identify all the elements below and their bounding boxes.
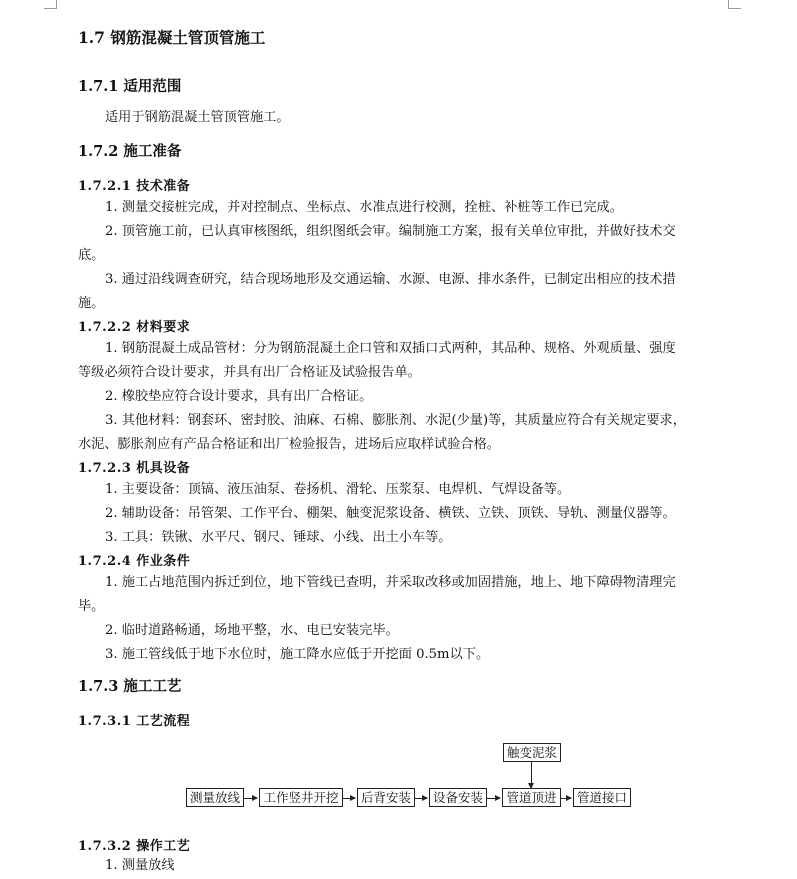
paragraph-scope: 适用于钢筋混凝土管顶管施工。: [105, 110, 290, 125]
list-item-continuation: 毕。: [78, 599, 105, 614]
list-item: 3. 工具：铁锹、水平尺、钢尺、锤球、小线、出土小车等。: [105, 530, 452, 545]
flow-arrow: [415, 798, 427, 799]
flow-box-step-1: 测量放线: [186, 788, 244, 807]
heading-1-7-2-2: 1.7.2.2 材料要求: [78, 320, 191, 335]
flow-arrow-down: [531, 762, 532, 788]
flow-box-thixotropic-mud: 触变泥浆: [503, 743, 561, 762]
flow-box-step-2: 工作竖井开挖: [259, 788, 343, 807]
heading-1-7-3-2: 1.7.3.2 操作工艺: [78, 839, 191, 854]
flow-box-step-6: 管道接口: [573, 788, 631, 807]
list-item: 1. 主要设备：顶镐、液压油泵、卷扬机、滑轮、压浆泵、电焊机、气焊设备等。: [105, 482, 571, 497]
heading-1-7-3: 1.7.3 施工工艺: [78, 678, 182, 695]
list-item: 3. 其他材料：钢套环、密封胶、油麻、石棉、膨胀剂、水泥(少量)等，其质量应符合有关规定要求，: [105, 413, 686, 428]
crop-mark-top-right: [728, 0, 741, 9]
flow-box-step-4: 设备安装: [429, 788, 487, 807]
flow-box-step-3: 后背安装: [357, 788, 415, 807]
list-item: 2. 顶管施工前，已认真审核图纸，组织图纸会审。编制施工方案，报有关单位审批，并做好技术交: [105, 224, 676, 239]
section-title: 1.7 钢筋混凝土管顶管施工: [78, 28, 266, 47]
list-item-continuation: 等级必须符合设计要求，并具有出厂合格证及试验报告单。: [78, 365, 421, 380]
flow-arrow: [343, 798, 355, 799]
list-item: 1. 施工占地范围内拆迁到位，地下管线已查明，并采取改移或加固措施，地上、地下障碍物清理完: [105, 575, 676, 590]
document-content: [78, 22, 728, 878]
list-item-continuation: 底。: [78, 248, 105, 263]
flow-arrow: [244, 798, 257, 799]
list-item-continuation: 水泥、膨胀剂应有产品合格证和出厂检验报告，进场后应取样试验合格。: [78, 437, 500, 452]
list-item-continuation: 施。: [78, 296, 105, 311]
heading-1-7-2-3: 1.7.2.3 机具设备: [78, 461, 191, 476]
heading-1-7-1: 1.7.1 适用范围: [78, 78, 182, 95]
list-item: 3. 通过沿线调查研究，结合现场地形及交通运输、水源、电源、排水条件，已制定出相应的技术措: [105, 272, 676, 287]
flow-arrow: [487, 798, 500, 799]
list-item: 2. 临时道路畅通，场地平整，水、电已安装完毕。: [105, 623, 399, 638]
crop-mark-top-left: [44, 0, 57, 9]
list-item: 1. 测量交接桩完成，并对控制点、坐标点、水准点进行校测，拴桩、补桩等工作已完成。: [105, 200, 623, 215]
list-item: 1. 钢筋混凝土成品管材：分为钢筋混凝土企口管和双插口式两种，其品种、规格、外观质量、强度: [105, 341, 676, 356]
process-flow-diagram: [78, 741, 728, 829]
list-item: 2. 辅助设备：吊管架、工作平台、棚架、触变泥浆设备、横铁、立铁、顶铁、导轨、测量仪器等。: [105, 506, 676, 521]
list-item: 2. 橡胶垫应符合设计要求，具有出厂合格证。: [105, 389, 373, 404]
heading-1-7-3-1: 1.7.3.1 工艺流程: [78, 714, 191, 729]
flow-arrow: [561, 798, 571, 799]
list-item: 1. 测量放线: [105, 858, 175, 873]
list-item: 3. 施工管线低于地下水位时，施工降水应低于开挖面 0.5m以下。: [105, 647, 490, 662]
flow-box-step-5: 管道顶进: [502, 788, 561, 807]
heading-1-7-2-1: 1.7.2.1 技术准备: [78, 179, 191, 194]
heading-1-7-2-4: 1.7.2.4 作业条件: [78, 554, 191, 569]
heading-1-7-2: 1.7.2 施工准备: [78, 143, 182, 160]
